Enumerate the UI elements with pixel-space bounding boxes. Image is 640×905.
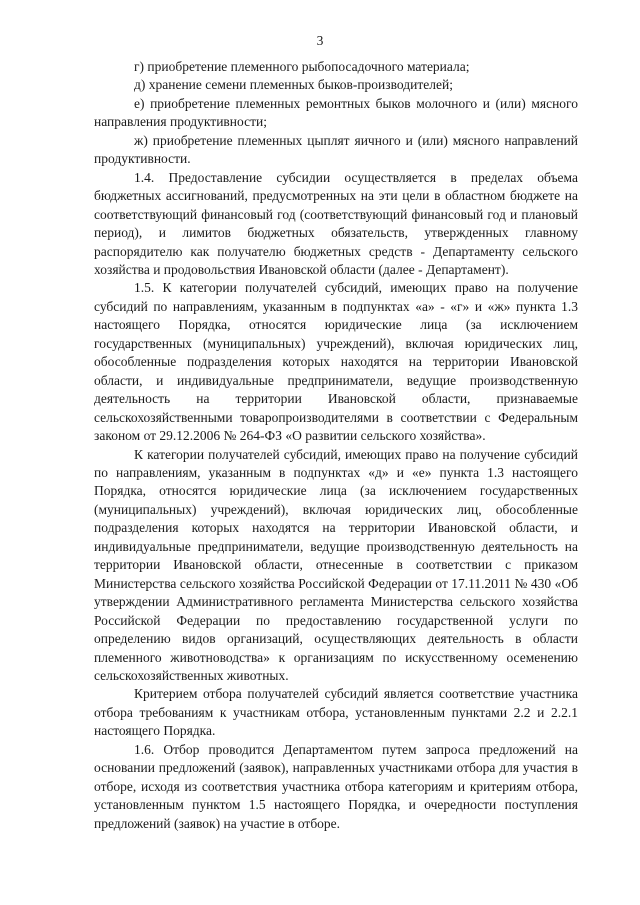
paragraph-1-6: 1.6. Отбор проводится Департаментом путем запроса предложений на основании предложений (заявок), направленных участниками отбора для участия в отборе, исходя из соответствия участника отбора категориям и критериям отбора, установленным пунктом 1.5 настоящего Порядка, и очередности поступления предложений (заявок) на участие в отборе. — [94, 741, 578, 831]
paragraph-1-4: 1.4. Предоставление субсидии осуществляется в пределах объема бюджетных ассигнований, предусмотренных на эти цели в областном бюджете на соответствующий финансовый год (соответствующий финансовый год и плановый период), и лимитов бюджетных обязательств, утвержденных главному распорядителю как получателю бюджетных средств - Департаменту сельского хозяйства и продовольствия Ивановской области (далее - Департамент). — [94, 169, 578, 277]
paragraph-1-5-continued: К категории получателей субсидий, имеющих право на получение субсидий по направлениям, указанным в подпунктах «д» и «е» пункта 1.3 настоящего Порядка, относятся юридические лица (за исключением государственных (муниципальных) учреждений), включая юридических лиц, обособленные подразделения которых находятся на территории Ивановской области, и индивидуальные предприниматели, ведущие производственную деятельность на территории Ивановской области, отнесенные в соответствии с приказом Министерства сельского хозяйства Российской Федерации от 17.11.2011 № 430 «Об утверждении Административного регламента Министерства сельского хозяйства Российской Федерации по предоставлению государственной услуги по определению видов организаций, осуществляющих деятельность в области племенного животноводства» к организациям по искусственному осеменению сельскохозяйственных животных. — [94, 446, 578, 683]
paragraph-subitem-g: г) приобретение племенного рыбопосадочного материала; — [134, 59, 470, 74]
paragraph-selection-criterion: Критерием отбора получателей субсидий является соответствие участника отбора требованиям к участникам отбора, установленным пунктами 2.2 и 2.2.1 настоящего Порядка. — [94, 686, 578, 739]
document-body — [94, 58, 578, 833]
paragraph-subitem-zh: ж) приобретение племенных цыплят яичного и (или) мясного направлений продуктивности. — [94, 132, 578, 167]
paragraph-subitem-e: е) приобретение племенных ремонтных быков молочного и (или) мясного направления продуктивности; — [94, 95, 578, 130]
page-number: 3 — [316, 33, 324, 48]
paragraph-subitem-d: д) хранение семени племенных быков-производителей; — [134, 77, 453, 93]
paragraph-1-5: 1.5. К категории получателей субсидий, имеющих право на получение субсидий по направлениям, указанным в подпунктах «а» - «г» и «ж» пункта 1.3 настоящего Порядка, относятся юридические лица (за исключением государственных (муниципальных) учреждений), включая юридических лиц, обособленные подразделения которых находятся на территории Ивановской области, и индивидуальные предприниматели, ведущие производственную деятельность на территории Ивановской области, признаваемые сельскохозяйственными товаропроизводителями в соответствии с Федеральным законом от 29.12.2006 № 264-ФЗ «О развитии сельского хозяйства». — [94, 280, 578, 444]
